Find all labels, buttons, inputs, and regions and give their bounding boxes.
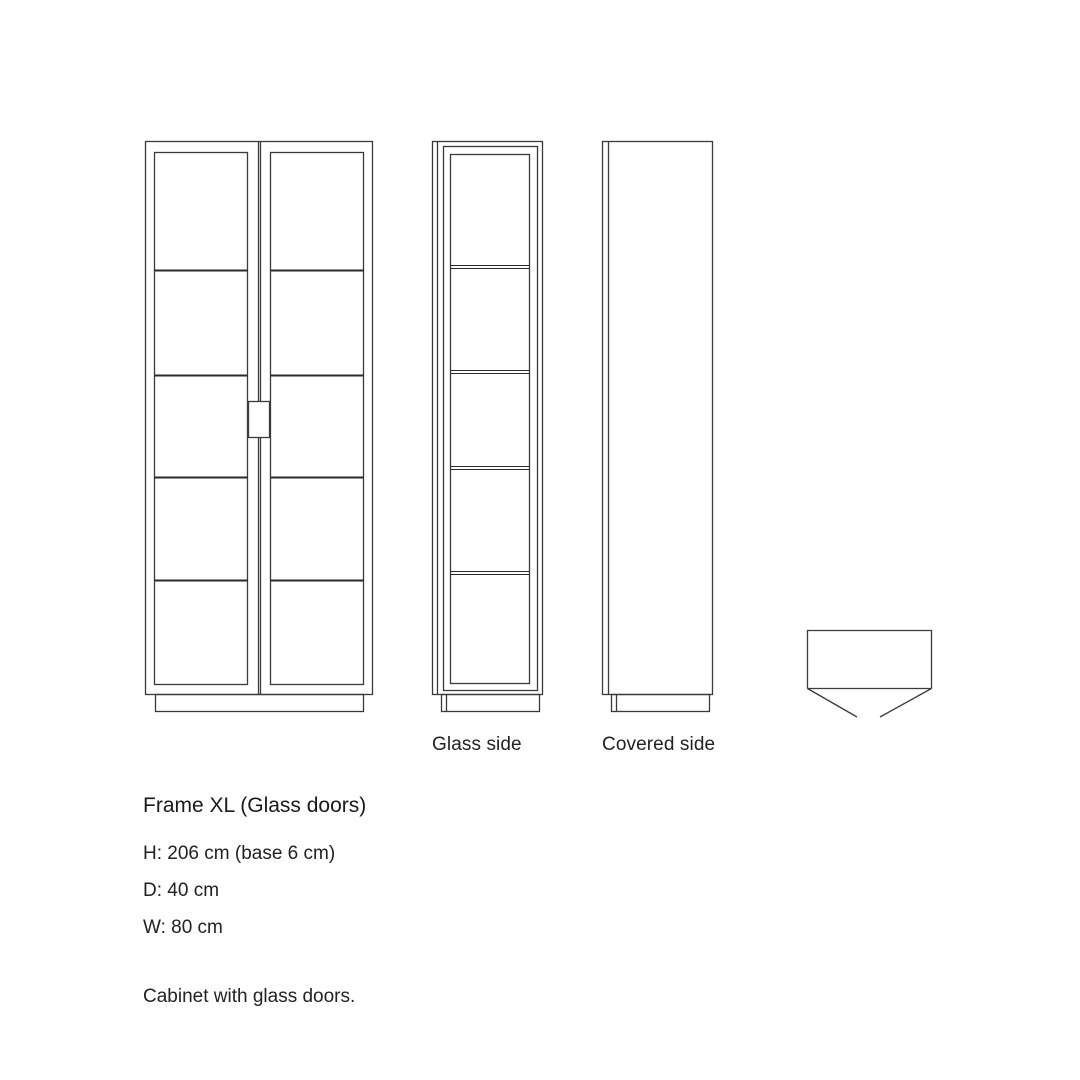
top-view-outline — [808, 631, 932, 689]
product-description: Cabinet with glass doors. — [143, 986, 356, 1007]
front-view-drawing — [146, 142, 373, 712]
glass-side-inner-frame — [444, 147, 538, 691]
covered-side-outer-frame — [603, 142, 713, 695]
glass-side-drawing — [433, 142, 543, 712]
top-view-door-swing-right — [880, 689, 932, 718]
product-title: Frame XL (Glass doors) — [143, 794, 367, 817]
left-door-glass — [155, 153, 248, 685]
top-view-drawing — [808, 631, 932, 718]
door-handle — [249, 402, 270, 438]
glass-side-base — [442, 695, 540, 712]
glass-side-outer-frame — [433, 142, 543, 695]
top-view-door-swing-left — [808, 689, 858, 718]
height-spec: H: 206 cm (base 6 cm) — [143, 843, 336, 864]
depth-spec: D: 40 cm — [143, 880, 220, 901]
right-door-glass — [271, 153, 364, 685]
covered-side-base — [612, 695, 710, 712]
glass-side-label: Glass side — [432, 734, 522, 755]
glass-side-shelves — [451, 266, 530, 575]
covered-side-drawing — [603, 142, 713, 712]
glass-side-panel — [451, 155, 530, 684]
front-base — [156, 695, 364, 712]
covered-side-label: Covered side — [602, 734, 716, 755]
width-spec: W: 80 cm — [143, 917, 223, 938]
